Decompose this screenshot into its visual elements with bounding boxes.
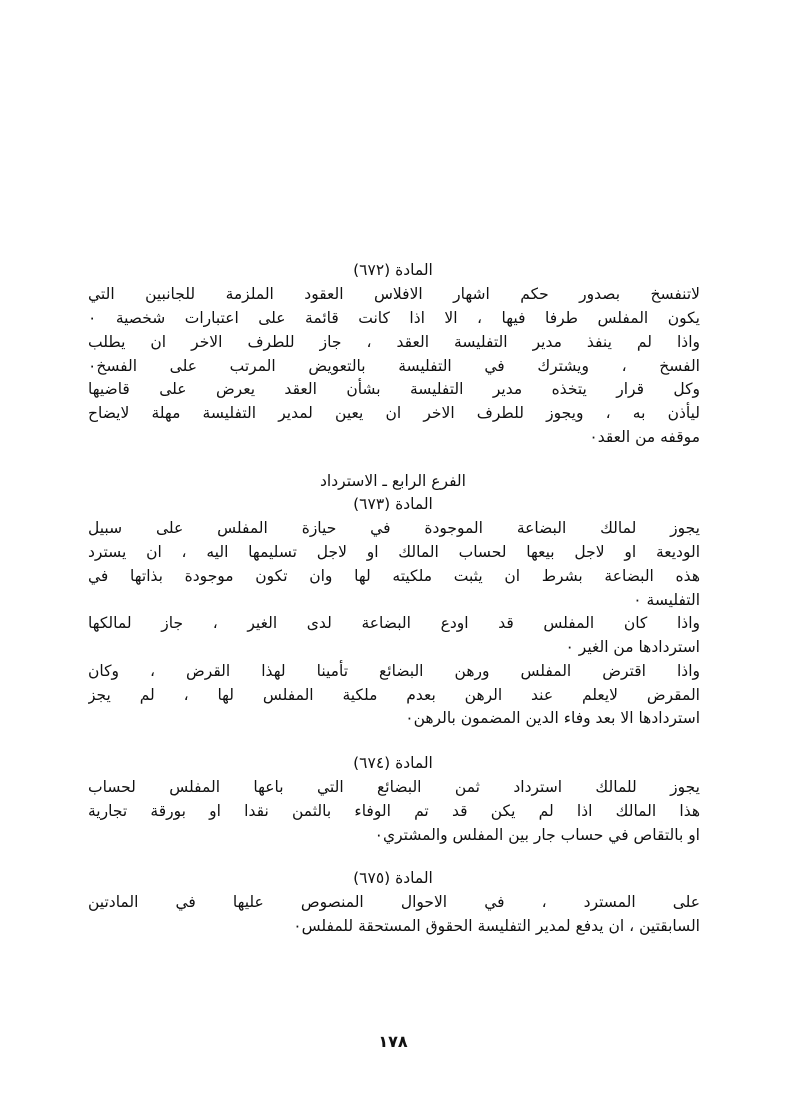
article-672-line-3: واذا لم ينفذ مدير التفليسة العقد ، جاز للطرف الاخر ان يطلب xyxy=(88,333,700,351)
article-672-line-7: موقفه من العقد٠ xyxy=(589,428,700,446)
article-672-line-2: يكون المفلس طرفا فيها ، الا اذا كانت قائمة على اعتبارات شخصية ٠ xyxy=(88,309,700,327)
article-673-line-8: المقرض لايعلم عند الرهن بعدم ملكية المفلس لها ، لم يجز xyxy=(88,686,700,704)
article-674-line-1: يجوز للمالك استرداد ثمن البضائع التي باعها المفلس لحساب xyxy=(88,778,700,796)
article-673-line-7: واذا اقترض المفلس ورهن البضائع تأمينا لهذا القرض ، وكان xyxy=(88,662,700,680)
article-672-line-6: ليأذن به ، ويجوز للطرف الاخر ان يعين لمدير التفليسة مهلة لايضاح xyxy=(88,404,700,422)
page-number: ١٧٨ xyxy=(378,1032,408,1051)
article-673-line-4: التفليسة ٠ xyxy=(633,591,700,609)
section-heading: الفرع الرابع ـ الاسترداد xyxy=(320,472,466,490)
article-674-line-3: او بالتقاص في حساب جار بين المفلس والمشتري٠ xyxy=(374,826,700,844)
article-673-line-9: استردادها الا بعد وفاء الدين المضمون بالرهن٠ xyxy=(405,709,700,727)
article-673-line-1: يجوز لمالك البضاعة الموجودة في حيازة المفلس على سبيل xyxy=(88,519,700,537)
article-674-heading: المادة (٦٧٤) xyxy=(353,754,433,772)
article-675-line-2: السابقتين ، ان يدفع لمدير التفليسة الحقوق المستحقة للمفلس٠ xyxy=(293,917,700,935)
article-672-line-4: الفسخ ، ويشترك في التفليسة بالتعويض المرتب على الفسخ٠ xyxy=(88,357,700,375)
article-675-line-1: على المسترد ، في الاحوال المنصوص عليها في المادتين xyxy=(88,893,700,911)
article-672-line-1: لاتنفسخ بصدور حكم اشهار الافلاس العقود الملزمة للجانبين التي xyxy=(88,285,700,303)
article-673-line-3: هذه البضاعة بشرط ان يثبت ملكيته لها وان تكون موجودة بذاتها في xyxy=(88,567,700,585)
article-673-heading: المادة (٦٧٣) xyxy=(353,495,433,513)
article-673-line-6: استردادها من الغير ٠ xyxy=(565,638,700,656)
article-672-heading: المادة (٦٧٢) xyxy=(353,261,433,279)
article-672-line-5: وكل قرار يتخذه مدير التفليسة بشأن العقد يعرض على قاضيها xyxy=(88,380,700,398)
article-675-heading: المادة (٦٧٥) xyxy=(353,869,433,887)
article-673-line-5: واذا كان المفلس قد اودع البضاعة لدى الغير ، جاز لمالكها xyxy=(88,614,700,632)
article-674-line-2: هذا المالك اذا لم يكن قد تم الوفاء بالثمن نقدا او بورقة تجارية xyxy=(88,802,700,820)
article-673-line-2: الوديعة او لاجل بيعها لحساب المالك او لاجل تسليمها اليه ، ان يسترد xyxy=(88,543,700,561)
